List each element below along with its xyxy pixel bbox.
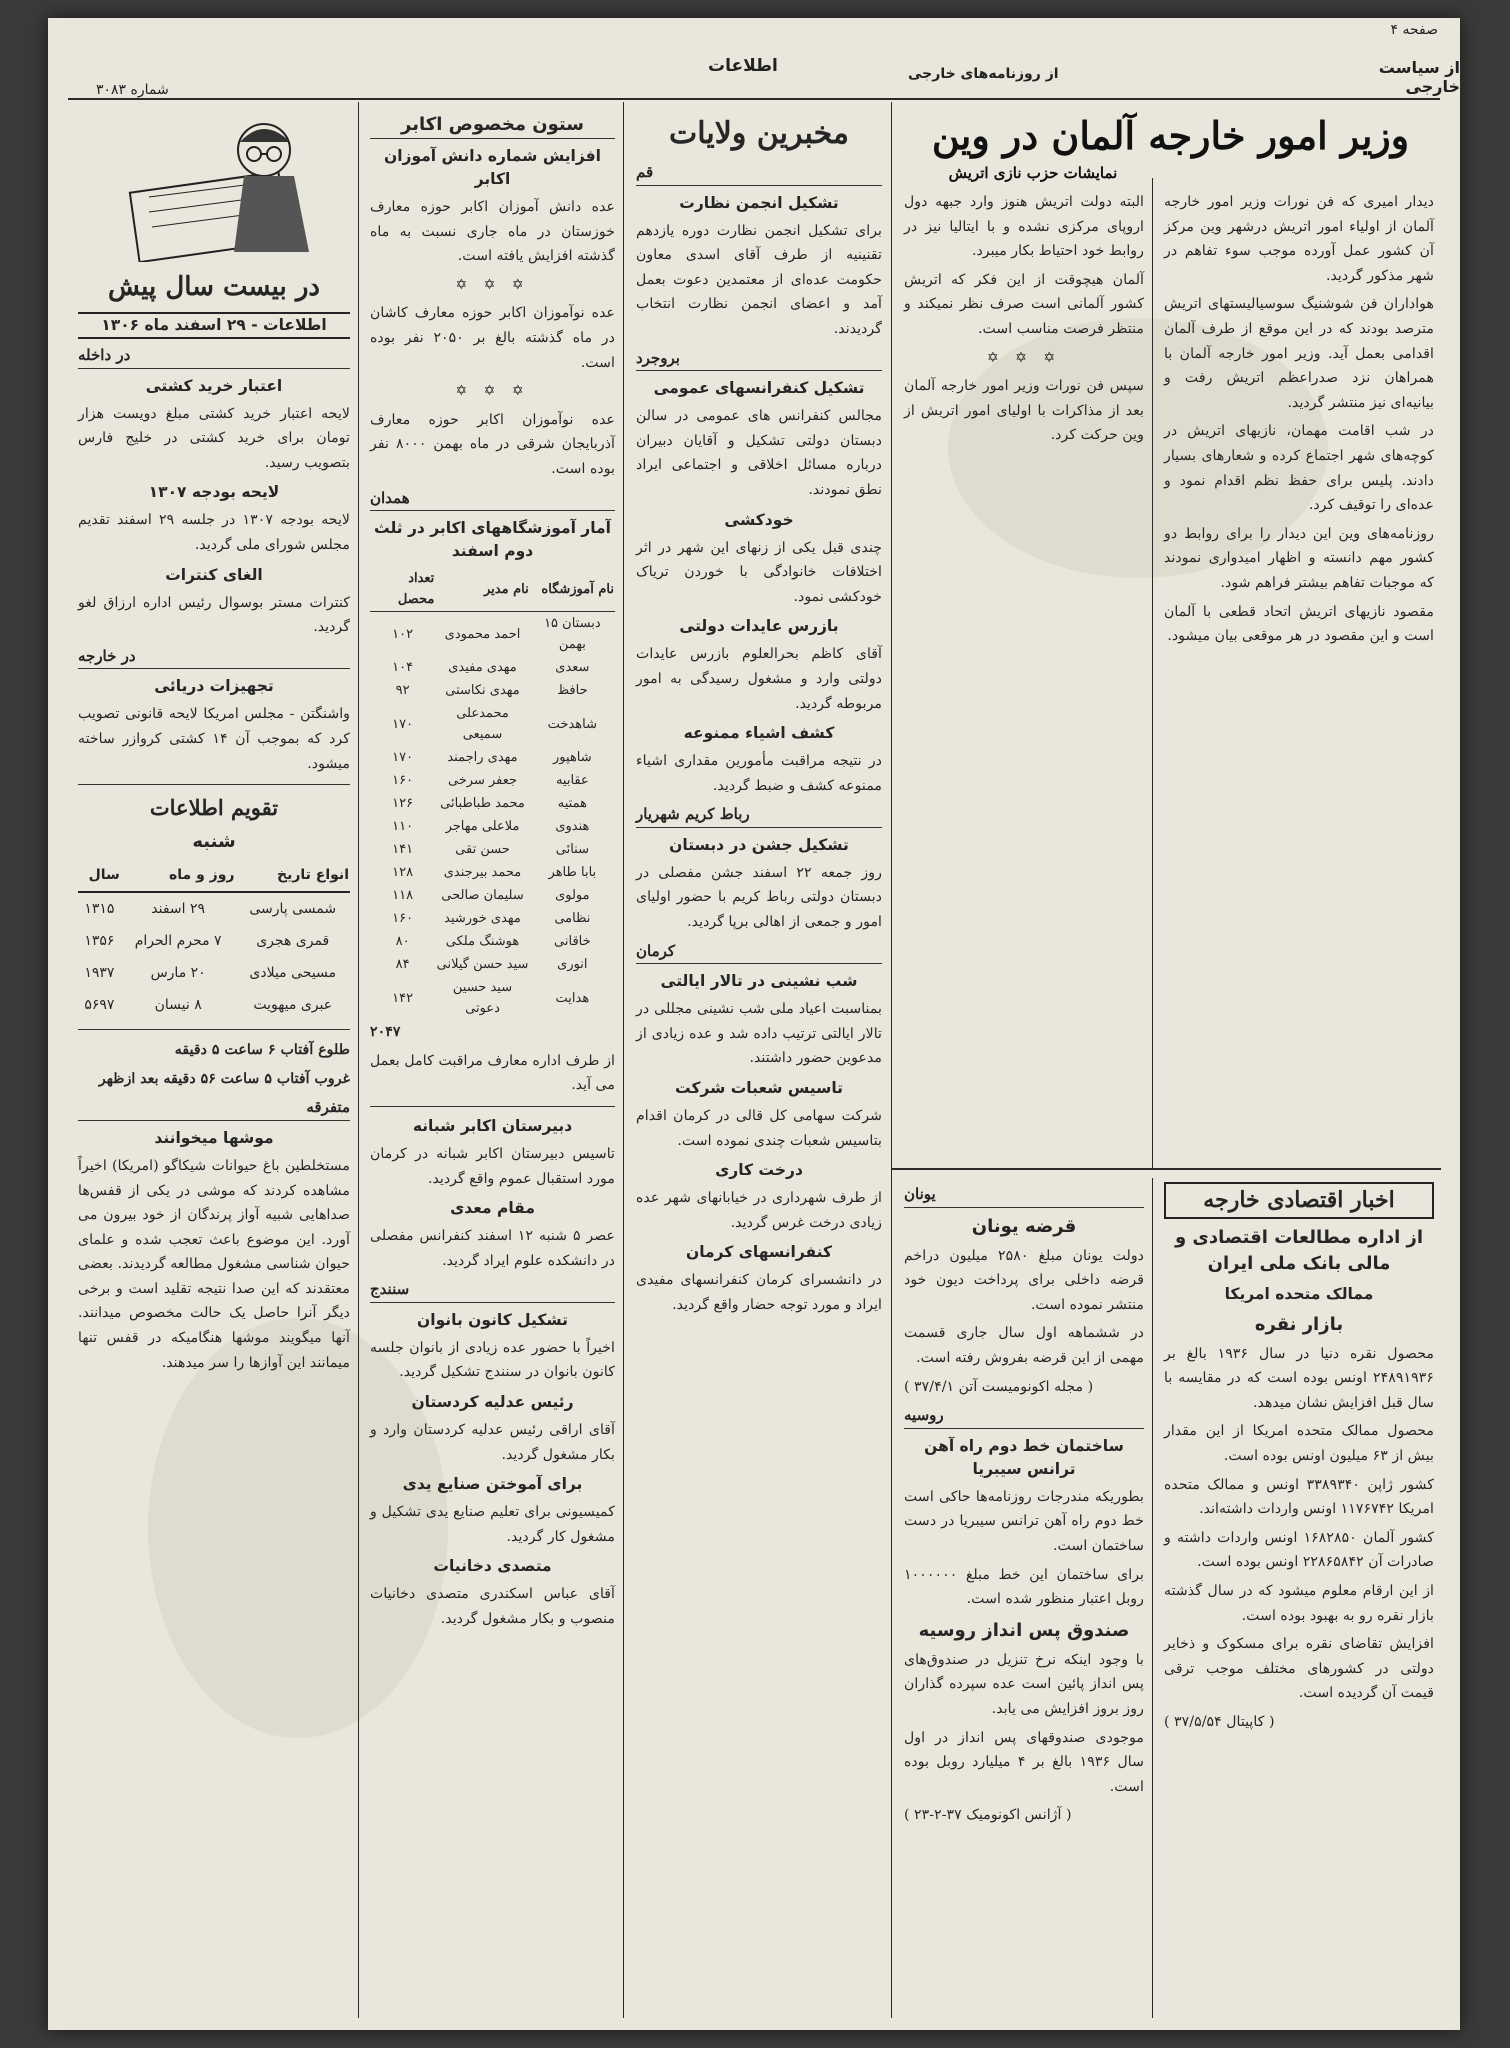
article-headline: تشکیل کنفرانسهای عمومی (653, 379, 865, 398)
table-header: تعداد محصل (370, 567, 435, 612)
article-headline: صندوق پس انداز روسیه (918, 1619, 1130, 1641)
table-cell: مهدی خورشید (444, 911, 521, 927)
column-left (70, 106, 358, 2016)
article-headline: قرضه یونان (971, 1215, 1077, 1237)
city-tag: قم (636, 160, 882, 186)
column-rule (1152, 1178, 1153, 2018)
table-cell: ۱۶۰ (392, 911, 414, 927)
article-paragraph: با وجود اینکه نرخ تنزیل در صندوق‌های پس انداز پائین است عده سپرده گذاران روز بروز افزایش می یابد. (904, 1651, 1144, 1717)
article-paragraph: آلمان هیچوقت از این فکر که اتریش کشور آلمانی است صرف نظر نمیکند و منتظر فرصت مناسب است. (904, 271, 1144, 337)
article-headline: رئیس عدلیه کردستان (411, 1393, 574, 1412)
article-headline: ساختمان خط دوم راه آهن ترانس سیبریا (924, 1436, 1124, 1478)
city-tag: رباط کریم شهریار (636, 802, 882, 828)
economic-banner: اخبار اقتصادی خارجه (1164, 1182, 1434, 1219)
article-paragraph: چندی قبل یکی از زنهای این شهر در اثر اختلافات خانوادگی با خوردن تریاک خودکشی نمود. (636, 539, 882, 605)
section-foreign-full: از سیاست خارجی (1378, 58, 1460, 96)
article-headline: موشها میخوانند (154, 1128, 274, 1147)
table-header: روز و ماه (121, 859, 236, 892)
issue-number: شماره ۳۰۸۳ (96, 82, 169, 98)
table-cell: محمد طباطبائی (440, 796, 525, 812)
table-row (370, 702, 615, 746)
article-headline: متصدی دخانیات (433, 1557, 552, 1576)
article-headline: بازار نقره (1254, 1313, 1344, 1335)
newspaper-page (48, 18, 1460, 2030)
article-paragraph: مجالس کنفرانس های عمومی در سالن دبستان دولتی تشکیل و آقایان دبیران درباره مسائل اخلاقی و اجتماعی ایراد نطق نمودند. (636, 408, 882, 498)
table-cell: ملاعلی مهاجر (445, 819, 520, 835)
table-cell: جعفر سرخی (447, 773, 518, 789)
article-paragraph: آقای کاظم بحرالعلوم بازرس عایدات دولتی وارد و مشغول رسیدگی به امور مربوطه گردید. (636, 646, 882, 712)
calendar-title: تقویم اطلاعات (149, 795, 279, 821)
table-total: ۲۰۴۷ (370, 1024, 401, 1041)
article-paragraph: محصول نقره دنیا در سال ۱۹۳۶ بالغ بر ۲۴۸۹۱۹۳۶ اونس بوده است که در مقایسه با سال قبل افزایش نشان میدهد. (1164, 1345, 1434, 1411)
table-header: نام مدیر (435, 567, 529, 612)
column-economic (1156, 1178, 1442, 2018)
table-cell: مهدی مفیدی (448, 660, 517, 676)
section-rule (891, 1168, 1441, 1170)
separator-stars: ✡ ✡ ✡ (986, 349, 1062, 366)
section-foreign: از روزنامه‌های خارجی (908, 66, 1059, 82)
column-rule (891, 102, 892, 2018)
table-cell: سنائی (555, 842, 589, 858)
table-cell: عقابیه (555, 773, 589, 789)
table-cell: سلیمان صالحی (441, 888, 524, 904)
table-cell: ۱۳۵۶ (84, 933, 115, 950)
table-cell: ۱۶۰ (392, 773, 414, 789)
article-headline: تشکیل انجمن نظارت (679, 193, 839, 212)
article-headline: خودکشی (724, 510, 794, 529)
table-cell: احمد محمودی (444, 626, 521, 642)
region-tag: روسیه (904, 1403, 1144, 1429)
article-paragraph: البته دولت اتریش هنوز وارد جبهه دول اروپای مرکزی نشده و با ایتالیا نیز در روابط خود احتیاط بکار میبرد. (904, 194, 1144, 260)
table-cell: هندوی (555, 819, 590, 835)
article-paragraph: لایحه اعتبار خرید کشتی مبلغ دویست هزار تومان برای خرید کشتی در خلیج فارس بتصویب رسید. (78, 405, 350, 471)
table-row (78, 957, 350, 989)
article-headline: تجهیزات دریائی (154, 677, 274, 696)
table-cell: عبری میهویت (253, 997, 333, 1014)
article-paragraph: کشور ژاپن ۳۳۸۹۳۴۰ اونس و ممالک متحده امریکا ۱۱۷۶۷۴۲ اونس واردات داشته‌اند. (1164, 1476, 1434, 1518)
table-cell: ۱۷۰ (392, 716, 414, 732)
source-note: ( کاپیتال ۳۷/۵/۵۴ ) (1164, 1713, 1275, 1730)
table-cell: ۸۰ (395, 934, 410, 950)
table-row (78, 925, 350, 957)
article-headline: شب نشینی در تالار ایالتی (660, 972, 858, 991)
reader-illustration (78, 112, 350, 262)
table-cell: ۱۰۲ (392, 626, 414, 642)
table-row (370, 612, 615, 657)
city-tag: بروجرد (636, 346, 882, 372)
table-cell: ۱۰۴ (392, 660, 414, 676)
table-cell: هوشنگ ملکی (445, 934, 520, 950)
column-rule (1152, 178, 1153, 1168)
column-a-left (896, 190, 1152, 1166)
table-cell: محمد بیرجندی (443, 865, 522, 881)
table-header: انواع تاریخ (235, 859, 350, 892)
table-cell: انوری (557, 957, 588, 973)
column-adult-education (362, 106, 623, 2016)
table-cell: ۹۲ (395, 683, 410, 699)
article-paragraph: از طرف شهرداری در خیابانهای شهر عده زیادی درخت غرس گردید. (636, 1190, 882, 1231)
column-greece-russia (896, 1178, 1152, 2018)
article-paragraph: از طرف اداره معارف مراقبت کامل بعمل می آید. (370, 1052, 615, 1094)
table-cell: ۸۴ (395, 957, 410, 973)
article-headline: درخت کاری (715, 1161, 803, 1180)
table-row (370, 792, 615, 815)
table-row (78, 892, 350, 925)
main-headline: وزیر امور خارجه آلمان در وین (931, 113, 1410, 158)
table-row (370, 884, 615, 907)
article-headline: دبیرستان اکابر شبانه (412, 1116, 573, 1135)
city-tag: در خارجه (78, 644, 350, 670)
article-paragraph: لایحه بودجه ۱۳۰۷ در جلسه ۲۹ اسفند تقدیم مجلس شورای ملی گردید. (78, 512, 350, 553)
table-row (370, 953, 615, 976)
table-cell: قمری هجری (256, 933, 330, 950)
page-number: صفحه ۴ (1390, 22, 1438, 38)
article-paragraph: تاسیس دبیرستان اکابر شبانه در کرمان مورد استقبال عموم واقع گردید. (370, 1145, 615, 1187)
table-header: نام آموزشگاه (530, 567, 615, 612)
article-paragraph: بمناسبت اعیاد ملی شب نشینی مجللی در تالار ایالتی ترتیب داده شد و عده زیادی از مدعوین حضور داشتند. (636, 1001, 882, 1067)
table-cell: ۱۲۶ (392, 796, 414, 812)
table-cell: ۱۴۱ (392, 842, 414, 858)
table-row (370, 838, 615, 861)
article-paragraph: کنترات مستر بوسوال رئیس اداره ارزاق لغو گردید. (78, 594, 350, 636)
table-cell: خاقانی (554, 934, 591, 950)
article-paragraph: روز جمعه ۲۲ اسفند جشن مفصلی در دبستان دولتی رباط کریم با حضور اولیای امور و جمعی از اهالی برپا گردید. (636, 864, 882, 931)
article-headline: تشکیل جشن در دبستان (669, 835, 849, 854)
man-reading-newspaper-icon (94, 112, 334, 262)
table-cell: دبستان ۱۵ بهمن (544, 616, 601, 653)
article-headline: لایحه بودجه ۱۳۰۷ (148, 483, 280, 502)
table-cell: مهدی نکاستی (445, 683, 520, 699)
source-note: ( مجله اکونومیست آتن ۳۷/۴/۱ ) (904, 1378, 1094, 1395)
source-note: ( آژانس اکونومیک ۳۷-۲-۲۳ ) (904, 1807, 1072, 1824)
table-cell: ۱۴۲ (392, 990, 414, 1006)
schools-table-body (370, 612, 615, 1021)
city-tag: سنندج (370, 1277, 615, 1303)
table-cell: ۱۳۱۵ (84, 901, 115, 918)
weekday: شنبه (192, 831, 236, 853)
article-headline: افزایش شماره دانش آموزان اکابر (384, 147, 601, 188)
column-provinces (628, 106, 890, 2016)
article-headline: بازرس عایدات دولتی (679, 617, 839, 636)
table-row (370, 861, 615, 884)
article-paragraph: بطوریکه مندرجات روزنامه‌ها حاکی است خط دوم راه آهن ترانس سیبریا در دست ساختمان است. (904, 1488, 1144, 1554)
sunset-time: غروب آفتاب ۵ ساعت ۵۶ دقیقه بعد ازظهر (98, 1070, 350, 1087)
divider (370, 1106, 615, 1107)
misc-section-tag: متفرقه (78, 1095, 350, 1121)
sunrise-time: طلوع آفتاب ۶ ساعت ۵ دقیقه (174, 1042, 350, 1059)
article-paragraph: برای تشکیل انجمن نظارت دوره یازدهم تقنینیه از طرف آقای اسدی معاون حکومت عده‌ای از معتمدین دعوت بعمل آمد و اعضای انجمن نظارت انتخاب گردیدند. (636, 222, 882, 337)
article-paragraph: در دانشسرای کرمان کنفرانسهای مفیدی ایراد و مورد توجه حضار واقع گردید. (636, 1272, 882, 1313)
article-paragraph: در نتیجه مراقبت مأمورین مقداری اشیاء ممنوعه کشف و ضبط گردید. (636, 753, 882, 794)
article-paragraph: آقای عباس اسکندری متصدی دخانیات منصوب و بکار مشغول گردید. (370, 1586, 615, 1628)
article-paragraph: مقصود نازیهای اتریش اتحاد قطعی با آلمان است و این مقصود در هر موقعی بیان میشود. (1164, 603, 1434, 645)
article-paragraph: برای ساختمان این خط مبلغ ۱۰۰۰۰۰۰ روبل اعتبار منظور شده است. (904, 1566, 1144, 1608)
table-cell: ۱۱۰ (392, 819, 414, 835)
table-row (370, 930, 615, 953)
table-row (370, 976, 615, 1020)
newspaper-name: اطلاعات (708, 56, 778, 76)
table-cell: شاهدخت (547, 716, 598, 732)
column-a-right (1156, 190, 1442, 1166)
masthead (48, 18, 1460, 48)
article-paragraph: در شب اقامت مهمان، نازیهای اتریش در کوچه‌های شهر اجتماع کرده و شعارهای بسیار دادند. پلیس برای حفظ نظم اقدام نمود و عده‌ای را توقیف کرد. (1164, 423, 1434, 514)
table-cell: ۷ محرم الحرام (134, 933, 222, 950)
table-row (78, 989, 350, 1021)
article-headline: اعتبار خرید کشتی (145, 376, 283, 395)
article-paragraph: عده نوآموزان اکابر حوزه معارف آذربایجان شرقی در ماه بهمن ۸۰۰۰ نفر بوده است. (370, 411, 615, 477)
twenty-years-banner: در بیست سال پیش (108, 272, 320, 302)
separator-stars: ✡ ✡ ✡ (455, 383, 530, 400)
article-headline: مقام معدی (450, 1199, 535, 1218)
table-cell: سعدی (555, 660, 590, 676)
article-paragraph: دولت یونان مبلغ ۲۵۸۰ میلیون دراخم قرضه داخلی برای پرداخت دیون خود منتشر نموده است. (904, 1247, 1144, 1313)
table-cell: بابا طاهر (548, 865, 597, 881)
table-cell: ۱۱۸ (392, 888, 414, 904)
table-row (370, 656, 615, 679)
article-paragraph: روزنامه‌های وین این دیدار را برای روابط دو کشور مهم دانسته و اظهار امیدواری نمودند که موجبات تفاهم بیشتر فراهم شود. (1164, 525, 1434, 591)
table-cell: محمدعلی سمیعی (456, 706, 509, 743)
top-rule (68, 98, 1440, 100)
table-cell: حسن تقی (455, 842, 510, 858)
table-cell: ۵۶۹۷ (84, 997, 115, 1014)
article-subhead: ممالک متحده امریکا (1224, 1284, 1374, 1303)
table-cell: ۱۹۳۷ (84, 965, 115, 982)
table-cell: شمسی پارسی (249, 901, 337, 918)
column-rule (358, 102, 359, 2018)
article-paragraph: عصر ۵ شنبه ۱۲ اسفند کنفرانس مفصلی در دانشکده علوم ایراد گردید. (370, 1228, 616, 1269)
article-paragraph: از این ارقام معلوم میشود که در سال گذشته بازار نقره رو به بهبود بوده است. (1164, 1582, 1434, 1624)
table-row (370, 746, 615, 769)
table-cell: مهدی راجمند (447, 750, 518, 766)
article-headline: برای آموختن صنایع یدی (402, 1475, 583, 1494)
article-paragraph: آقای اراقی رئیس عدلیه کردستان وارد و بکار مشغول گردید. (370, 1422, 615, 1463)
table-row (370, 815, 615, 838)
adult-education-banner: ستون مخصوص اکابر (370, 112, 615, 139)
separator-stars: ✡ ✡ ✡ (455, 276, 530, 293)
article-headline: از اداره مطالعات اقتصادی و مالی بانک ملی ایران (1174, 1226, 1424, 1274)
article-headline: آمار آموزشگاههای اکابر در ثلث دوم اسفند (374, 519, 611, 561)
table-cell: مولوی (555, 888, 590, 904)
article-paragraph: محصول ممالک متحده امریکا از این مقدار بیش از ۶۳ میلیون اونس بوده است. (1164, 1423, 1434, 1464)
city-tag: در داخله (78, 343, 350, 369)
column-rule (623, 102, 624, 2018)
article-paragraph: شرکت سهامی کل قالی در کرمان اقدام بتاسیس شعبات چندی نموده است. (636, 1108, 882, 1149)
schools-table (370, 567, 615, 1020)
table-cell: حافظ (557, 683, 588, 699)
article-paragraph: کشور آلمان ۱۶۸۲۸۵۰ اونس واردات داشته و صادرات آن ۲۲۸۶۵۸۴۲ اونس بوده است. (1164, 1529, 1434, 1571)
region-tag: یونان (904, 1182, 1144, 1208)
article-paragraph: مستخلطین باغ حیوانات شیکاگو (امریکا) اخیراً مشاهده کردند که موشی در یکی از قفس‌ها صداهایی شبیه آواز پرندگان از خود بیرون می آورد. این موضوع باعث تعجب شده و علمای حیوان شناسی مشغول مطالعه گردیدند. بعضی معتقدند که این صدا نتیجه تقلید است و برخی دیگر آنرا حاصل یک حالت مخصوص میدانند. آنها میگویند موشها هنگامیکه در قفس تنها میمانند این آوازها را سر میدهند. (78, 1157, 350, 1371)
article-headline: کشف اشیاء ممنوعه (683, 724, 835, 743)
calendar-table (78, 859, 350, 1021)
table-cell: ۲۹ اسفند (151, 901, 206, 918)
table-row (370, 769, 615, 792)
article-paragraph: دیدار امیری که فن نورات وزیر امور خارجه آلمان از اولیاء امور اتریش درشهر وین مرکز آن کشور عمل آورده موجب سوء تفاهم در شهر مذکور گردید. (1164, 194, 1434, 284)
article-paragraph: کمیسیونی برای تعلیم صنایع یدی تشکیل و مشغول کار گردید. (370, 1504, 615, 1545)
table-cell: سید حسین دعوتی (452, 980, 513, 1017)
calendar-table-body (78, 892, 350, 1021)
article-paragraph: موجودی صندوقهای پس انداز در اول سال ۱۹۳۶ بالغ بر ۴ میلیارد روبل بوده است. (904, 1729, 1145, 1795)
article-headline: الغای کنترات (165, 565, 263, 584)
article-headline: تشکیل کانون بانوان (417, 1310, 568, 1329)
table-row (370, 679, 615, 702)
table-row (370, 907, 615, 930)
table-cell: سید حسن گیلانی (436, 957, 529, 973)
main-subhead: نمایشات حزب نازی اتریش (948, 164, 1118, 182)
city-tag: کرمان (636, 939, 882, 965)
article-paragraph: عده دانش آموزان اکابر حوزه معارف خوزستان در ماه جاری نسبت به ماه گذشته افزایش یافته است. (370, 199, 615, 265)
table-cell: شاهپور (553, 750, 592, 766)
table-header: سال (78, 859, 121, 892)
provinces-banner: مخبرین ولایات (669, 116, 849, 151)
table-cell: ۱۷۰ (392, 750, 414, 766)
table-cell: ۲۰ مارس (150, 965, 206, 982)
table-cell: نظامی (554, 911, 591, 927)
divider (78, 1029, 350, 1030)
article-headline: تاسیس شعبات شرکت (675, 1079, 843, 1098)
table-cell: ۸ نیسان (154, 997, 202, 1014)
date-line: اطلاعات - ۲۹ اسفند ماه ۱۳۰۶ (78, 312, 350, 339)
table-cell: همتیه (557, 796, 587, 812)
article-paragraph: هواداران فن شوشنیگ سوسیالیستهای اتریش مترصد بودند که در این موقع از طرف آلمان اقدامی بعمل آید. وزیر امور خارجه آلمان با همراهان نزد صدراعظم اتریش رفت و بیانیه‌ای نیز منتشر گردید. (1164, 296, 1434, 411)
article-headline: کنفرانسهای کرمان (685, 1243, 832, 1262)
article-paragraph: در ششماهه اول سال جاری قسمت مهمی از این قرضه بفروش رفته است. (904, 1325, 1144, 1366)
table-cell: مسیحی میلادی (249, 965, 337, 982)
divider (78, 784, 350, 785)
article-paragraph: اخیراً با حضور عده زیادی از بانوان جلسه کانون بانوان در سنندج تشکیل گردید. (370, 1339, 615, 1381)
article-paragraph: سپس فن نورات وزیر امور خارجه آلمان بعد از مذاکرات با اولیای امور اتریش از وین حرکت کرد. (904, 378, 1144, 444)
table-cell: ۱۲۸ (392, 865, 414, 881)
city-tag: همدان (370, 486, 615, 512)
table-cell: هدایت (555, 990, 590, 1006)
article-paragraph: افزایش تقاضای نقره برای مسکوک و ذخایر دولتی در کشورهای مختلف موجب ترقی قیمت آن گردیده است. (1164, 1636, 1434, 1702)
article-paragraph: واشنگتن - مجلس امریکا لایحه قانونی تصویب کرد که بموجب آن ۱۴ کشتی کروازر ساخته میشود. (78, 706, 351, 772)
article-paragraph: عده نوآموزان اکابر حوزه معارف کاشان در ماه گذشته بالغ بر ۲۰۵۰ نفر بوده است. (370, 305, 615, 371)
